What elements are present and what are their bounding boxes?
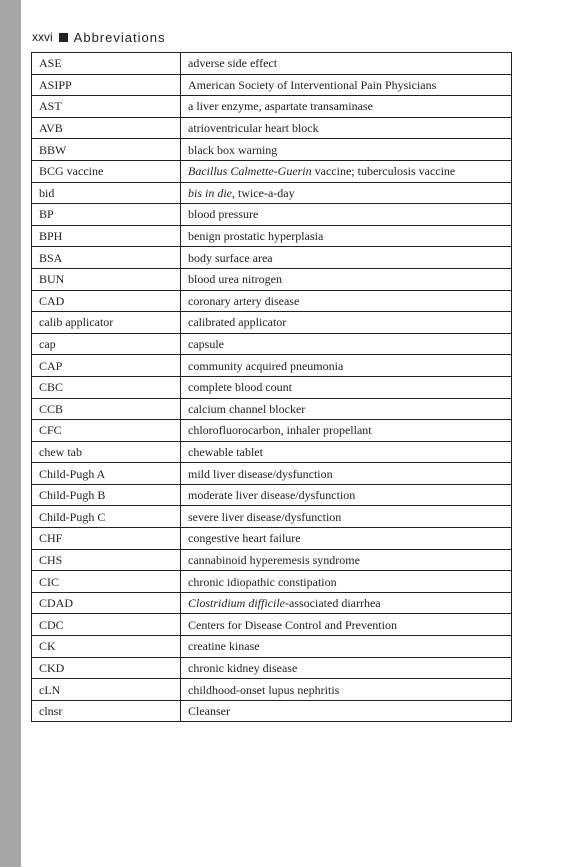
table-row — [32, 96, 512, 118]
table-row — [32, 614, 512, 636]
page-edge-bar — [0, 0, 21, 867]
table-row — [32, 657, 512, 679]
meaning-text: Cleanser — [188, 704, 230, 719]
table-row — [32, 636, 512, 658]
meaning-cell — [181, 312, 512, 334]
table-row — [32, 225, 512, 247]
meaning-cell — [181, 441, 512, 463]
meaning-cell — [181, 204, 512, 226]
abbreviation-cell: CK — [32, 636, 181, 658]
abbreviations-table-body — [32, 53, 512, 722]
meaning-cell — [181, 290, 512, 312]
meaning-cell — [181, 355, 512, 377]
meaning-text: calcium channel blocker — [188, 401, 306, 416]
abbreviation-cell: AST — [32, 96, 181, 118]
table-row — [32, 398, 512, 420]
abbreviation-cell: Child-Pugh A — [32, 463, 181, 485]
meaning-cell — [181, 96, 512, 118]
meaning-cell — [181, 549, 512, 571]
meaning-cell — [181, 420, 512, 442]
abbreviation-cell: Child-Pugh C — [32, 506, 181, 528]
abbreviation-cell: cLN — [32, 679, 181, 701]
meaning-cell — [181, 484, 512, 506]
abbreviation-cell: CAD — [32, 290, 181, 312]
table-row — [32, 204, 512, 226]
table-row — [32, 463, 512, 485]
table-row — [32, 420, 512, 442]
meaning-cell — [181, 247, 512, 269]
abbreviation-cell: CHF — [32, 528, 181, 550]
table-row — [32, 268, 512, 290]
abbreviation-cell: CHS — [32, 549, 181, 571]
meaning-text: coronary artery disease — [188, 293, 300, 308]
abbreviation-cell: ASE — [32, 53, 181, 75]
abbreviation-cell: BCG vaccine — [32, 160, 181, 182]
meaning-text: creatine kinase — [188, 639, 260, 654]
abbreviation-cell: CCB — [32, 398, 181, 420]
abbreviation-cell: CBC — [32, 376, 181, 398]
meaning-cell — [181, 700, 512, 722]
meaning-cell — [181, 268, 512, 290]
abbreviation-cell: bid — [32, 182, 181, 204]
meaning-cell — [181, 398, 512, 420]
meaning-cell — [181, 53, 512, 75]
meaning-text: chronic idiopathic constipation — [188, 574, 337, 589]
abbreviation-cell: ASIPP — [32, 74, 181, 96]
table-row — [32, 549, 512, 571]
table-row — [32, 355, 512, 377]
meaning-cell — [181, 592, 512, 614]
meaning-cell — [181, 657, 512, 679]
meaning-text: chronic kidney disease — [188, 660, 298, 675]
table-row — [32, 333, 512, 355]
meaning-cell — [181, 182, 512, 204]
abbreviation-cell: BSA — [32, 247, 181, 269]
table-row — [32, 182, 512, 204]
meaning-text: -associated diarrhea — [285, 596, 381, 611]
table-row — [32, 484, 512, 506]
abbreviation-cell: BP — [32, 204, 181, 226]
table-row — [32, 679, 512, 701]
meaning-cell — [181, 225, 512, 247]
meaning-cell — [181, 528, 512, 550]
abbreviation-cell: Child-Pugh B — [32, 484, 181, 506]
meaning-text: black box warning — [188, 142, 278, 157]
meaning-text: cannabinoid hyperemesis syndrome — [188, 552, 360, 567]
abbreviation-cell: clnsr — [32, 700, 181, 722]
abbreviation-cell: chew tab — [32, 441, 181, 463]
meaning-text: vaccine; tuberculosis vaccine — [311, 164, 456, 179]
meaning-cell — [181, 506, 512, 528]
table-row — [32, 700, 512, 722]
meaning-text: community acquired pneumonia — [188, 358, 344, 373]
table-row — [32, 312, 512, 334]
meaning-text: chlorofluorocarbon, inhaler propellant — [188, 423, 372, 438]
abbreviation-cell: AVB — [32, 117, 181, 139]
meaning-text: , twice-a-day — [232, 185, 295, 200]
meaning-italic-text: bis in die — [188, 185, 232, 200]
meaning-text: moderate liver disease/dysfunction — [188, 488, 356, 503]
meaning-text: congestive heart failure — [188, 531, 301, 546]
meaning-cell — [181, 117, 512, 139]
meaning-cell — [181, 571, 512, 593]
table-row — [32, 441, 512, 463]
meaning-cell — [181, 679, 512, 701]
abbreviation-cell: CDAD — [32, 592, 181, 614]
table-row — [32, 290, 512, 312]
running-header — [32, 29, 165, 45]
meaning-cell — [181, 614, 512, 636]
meaning-italic-text: Bacillus Calmette-Guerin — [188, 164, 312, 179]
abbreviation-cell: CDC — [32, 614, 181, 636]
table-row — [32, 53, 512, 75]
abbreviation-cell: CIC — [32, 571, 181, 593]
table-row — [32, 506, 512, 528]
meaning-text: childhood-onset lupus nephritis — [188, 682, 340, 697]
meaning-text: calibrated applicator — [188, 315, 287, 330]
meaning-text: chewable tablet — [188, 444, 263, 459]
table-row — [32, 376, 512, 398]
meaning-cell — [181, 376, 512, 398]
meaning-text: capsule — [188, 337, 224, 352]
meaning-text: complete blood count — [188, 380, 292, 395]
meaning-cell — [181, 74, 512, 96]
meaning-text: Centers for Disease Control and Prevention — [188, 617, 397, 632]
meaning-text: blood urea nitrogen — [188, 272, 282, 287]
table-row — [32, 528, 512, 550]
abbreviation-cell: BBW — [32, 139, 181, 161]
section-title: Abbreviations — [73, 29, 166, 45]
meaning-cell — [181, 463, 512, 485]
meaning-italic-text: Clostridium difficile — [188, 596, 286, 611]
table-row — [32, 117, 512, 139]
meaning-text: benign prostatic hyperplasia — [188, 229, 324, 244]
meaning-text: atrioventricular heart block — [188, 121, 319, 136]
meaning-cell — [181, 333, 512, 355]
meaning-text: severe liver disease/dysfunction — [188, 509, 342, 524]
abbreviation-cell: CFC — [32, 420, 181, 442]
table-row — [32, 74, 512, 96]
meaning-text: a liver enzyme, aspartate transaminase — [188, 99, 373, 114]
abbreviation-cell: CAP — [32, 355, 181, 377]
abbreviation-cell: calib applicator — [32, 312, 181, 334]
table-row — [32, 571, 512, 593]
meaning-cell — [181, 139, 512, 161]
table-row — [32, 247, 512, 269]
table-row — [32, 160, 512, 182]
table-row — [32, 139, 512, 161]
abbreviation-cell: BUN — [32, 268, 181, 290]
meaning-cell — [181, 636, 512, 658]
abbreviations-table — [31, 52, 512, 722]
meaning-text: adverse side effect — [188, 56, 278, 71]
abbreviation-cell: BPH — [32, 225, 181, 247]
meaning-text: body surface area — [188, 250, 273, 265]
table-row — [32, 592, 512, 614]
meaning-text: blood pressure — [188, 207, 259, 222]
meaning-text: American Society of Interventional Pain Physicians — [188, 77, 437, 92]
abbreviation-cell: CKD — [32, 657, 181, 679]
abbreviation-cell: cap — [32, 333, 181, 355]
square-bullet-icon — [59, 33, 68, 42]
meaning-text: mild liver disease/dysfunction — [188, 466, 333, 481]
meaning-cell — [181, 160, 512, 182]
page-number: xxvi — [32, 30, 53, 44]
